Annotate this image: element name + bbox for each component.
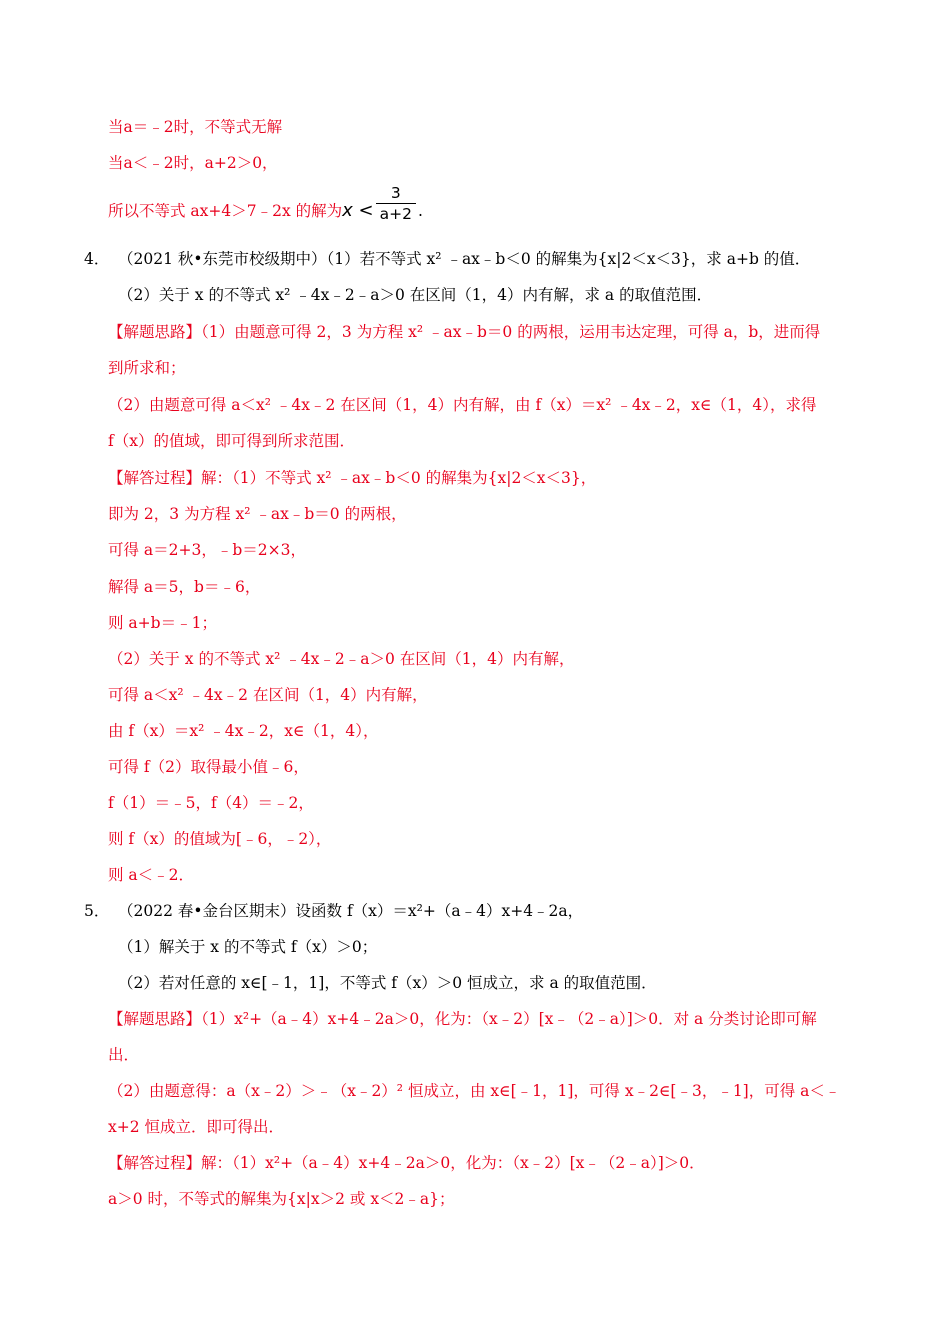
text-line-case-a-lt-neg2: 当a＜﹣2时，a+2＞0， xyxy=(108,154,278,172)
q4-solution-line-6: （2）关于 x 的不等式 x² ﹣4x﹣2﹣a＞0 在区间（1，4）内有解， xyxy=(108,650,575,668)
q4-thinking-line-3: （2）由题意可得 a＜x² ﹣4x﹣2 在区间（1，4）内有解，由 f（x）＝x² ﹣4x﹣2，x∈（1，4），求得 xyxy=(108,396,817,414)
inequality-x: x < xyxy=(342,200,374,221)
q4-solution-line-3: 可得 a＝2+3，﹣b＝2×3， xyxy=(108,541,307,559)
fraction xyxy=(376,183,416,224)
question-4-number: 4． xyxy=(84,250,110,268)
question-4-line-2: （2）关于 x 的不等式 x² ﹣4x﹣2﹣a＞0 在区间（1，4）内有解，求 a 的取值范围． xyxy=(118,286,713,304)
question-5-line-2: （1）解关于 x 的不等式 f（x）＞0； xyxy=(118,938,378,956)
q4-thinking-line-1: 【解题思路】（1）由题意可得 2，3 为方程 x² ﹣ax﹣b＝0 的两根，运用韦达定理，可得 a，b，进而得 xyxy=(108,323,821,341)
q4-solution-line-10: f（1）＝﹣5，f（4）＝﹣2， xyxy=(108,794,314,812)
period: . xyxy=(417,202,423,220)
question-5-line-3: （2）若对任意的 x∈[﹣1，1]，不等式 f（x）＞0 恒成立，求 a 的取值范围． xyxy=(118,974,657,992)
q5-solution-line-1: 【解答过程】解：（1）x²+（a﹣4）x+4﹣2a＞0，化为：（x﹣2）[x﹣（2﹣a）]＞0． xyxy=(108,1154,705,1172)
q5-solution-line-2: a＞0 时，不等式的解集为{x|x＞2 或 x＜2﹣a}； xyxy=(108,1190,455,1208)
q5-thinking-line-1: 【解题思路】（1）x²+（a﹣4）x+4﹣2a＞0，化为：（x﹣2）[x﹣（2﹣a）]＞0．对 a 分类讨论即可解 xyxy=(108,1010,817,1028)
q4-thinking-line-2: 到所求和； xyxy=(108,359,186,377)
q4-solution-line-9: 可得 f（2）取得最小值﹣6， xyxy=(108,758,309,776)
fraction-denominator: a+2 xyxy=(379,204,412,223)
q4-solution-line-7: 可得 a＜x² ﹣4x﹣2 在区间（1，4）内有解， xyxy=(108,686,428,704)
q4-solution-line-5: 则 a+b＝﹣1； xyxy=(108,614,217,632)
q4-solution-line-2: 即为 2，3 为方程 x² ﹣ax﹣b＝0 的两根， xyxy=(108,505,407,523)
text-line-solution-conclusion xyxy=(108,183,423,224)
question-5-line-1: （2022 春•金台区期末）设函数 f（x）＝x²+（a﹣4）x+4﹣2a， xyxy=(118,902,584,920)
q4-solution-line-8: 由 f（x）＝x² ﹣4x﹣2，x∈（1，4）， xyxy=(108,722,379,740)
question-4-line-1: （2021 秋•东莞市校级期中）（1）若不等式 x² ﹣ax﹣b＜0 的解集为{x|2＜x＜3}，求 a+b 的值． xyxy=(118,250,811,268)
q4-solution-line-12: 则 a＜﹣2． xyxy=(108,866,195,884)
q5-thinking-line-4: x+2 恒成立．即可得出． xyxy=(108,1118,285,1136)
text-line-case-a-eq-neg2: 当a＝﹣2时，不等式无解 xyxy=(108,118,283,136)
fraction-numerator: 3 xyxy=(376,183,416,204)
q5-thinking-line-2: 出． xyxy=(108,1046,140,1064)
conclusion-prefix: 所以不等式 ax+4＞7﹣2x 的解为 xyxy=(108,202,343,220)
q4-solution-line-4: 解得 a＝5，b＝﹣6， xyxy=(108,578,261,596)
q4-thinking-line-4: f（x）的值域，即可得到所求范围． xyxy=(108,432,355,450)
q4-solution-line-11: 则 f（x）的值域为[﹣6，﹣2）， xyxy=(108,830,332,848)
q5-thinking-line-3: （2）由题意得：a（x﹣2）＞﹣（x﹣2）² 恒成立，由 x∈[﹣1，1]，可得 x﹣2∈[﹣3，﹣1]，可得 a＜﹣ xyxy=(108,1082,841,1100)
question-5-number: 5． xyxy=(84,902,110,920)
q4-solution-line-1: 【解答过程】解：（1）不等式 x² ﹣ax﹣b＜0 的解集为{x|2＜x＜3}， xyxy=(108,469,597,487)
